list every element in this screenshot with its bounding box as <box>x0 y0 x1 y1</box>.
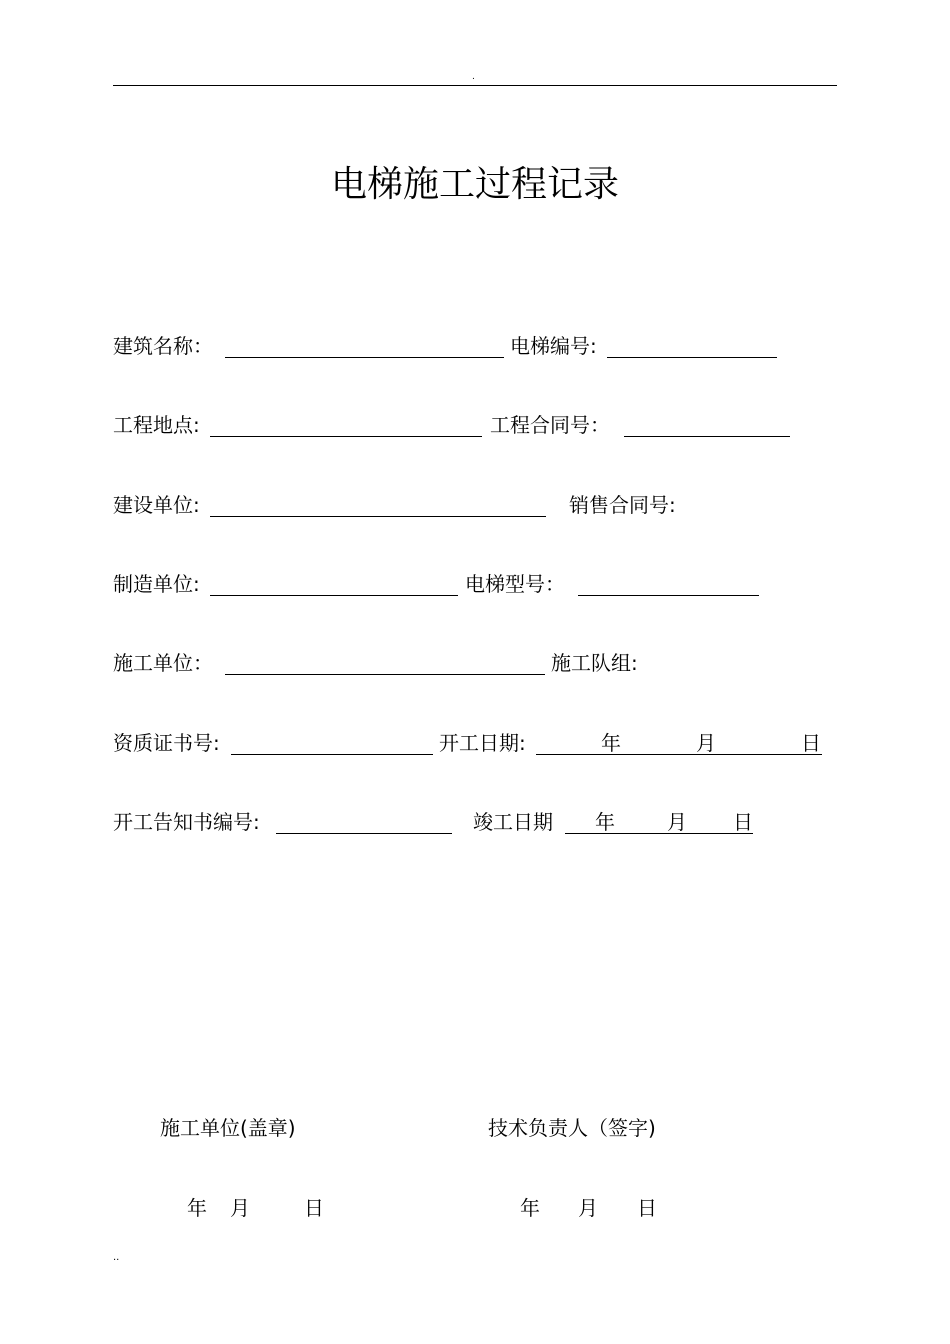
completion-date-year: 年 <box>595 810 615 834</box>
completion-date-month: 月 <box>667 810 687 834</box>
left-sign-day: 日 <box>304 1196 324 1220</box>
start-date-year: 年 <box>601 731 621 755</box>
header-rule <box>113 85 837 86</box>
notice-no-label: 开工告知书编号: <box>113 810 260 834</box>
contract-no-label: 工程合同号： <box>490 413 610 437</box>
completion-date-blank[interactable] <box>565 833 753 834</box>
elevator-no-label: 电梯编号: <box>510 334 597 358</box>
sales-contract-no-label: 销售合同号: <box>569 493 676 517</box>
footer-dots: .. <box>113 1252 120 1263</box>
team-label: 施工队组: <box>551 651 638 675</box>
right-sign-day: 日 <box>637 1196 657 1220</box>
owner-unit-blank[interactable] <box>210 516 546 517</box>
completion-date-label: 竣工日期 <box>473 810 553 834</box>
completion-date-day: 日 <box>733 810 753 834</box>
left-sign-year: 年 <box>187 1196 207 1220</box>
project-location-label: 工程地点: <box>113 413 200 437</box>
start-date-month: 月 <box>696 731 716 755</box>
elevator-no-blank[interactable] <box>607 357 777 358</box>
building-name-blank[interactable] <box>225 357 504 358</box>
elevator-model-label: 电梯型号： <box>465 572 565 596</box>
contractor-blank[interactable] <box>225 674 545 675</box>
page-title: 电梯施工过程记录 <box>330 164 619 205</box>
cert-no-label: 资质证书号: <box>113 731 220 755</box>
building-name-label: 建筑名称： <box>113 334 213 358</box>
owner-unit-label: 建设单位: <box>113 493 200 517</box>
start-date-blank[interactable] <box>536 754 822 755</box>
notice-no-blank[interactable] <box>276 833 452 834</box>
project-location-blank[interactable] <box>210 436 482 437</box>
contract-no-blank[interactable] <box>624 436 790 437</box>
contractor-label: 施工单位： <box>113 651 213 675</box>
cert-no-blank[interactable] <box>231 754 433 755</box>
header-dot: . <box>472 72 475 82</box>
right-sign-year: 年 <box>520 1196 540 1220</box>
start-date-label: 开工日期: <box>439 731 526 755</box>
tech-lead-signature-label: 技术负责人（签字) <box>488 1116 656 1140</box>
start-date-day: 日 <box>801 731 821 755</box>
elevator-model-blank[interactable] <box>578 595 759 596</box>
manufacturer-label: 制造单位: <box>113 572 200 596</box>
contractor-seal-label: 施工单位(盖章) <box>160 1116 296 1140</box>
right-sign-month: 月 <box>578 1196 598 1220</box>
manufacturer-blank[interactable] <box>210 595 458 596</box>
left-sign-month: 月 <box>230 1196 250 1220</box>
